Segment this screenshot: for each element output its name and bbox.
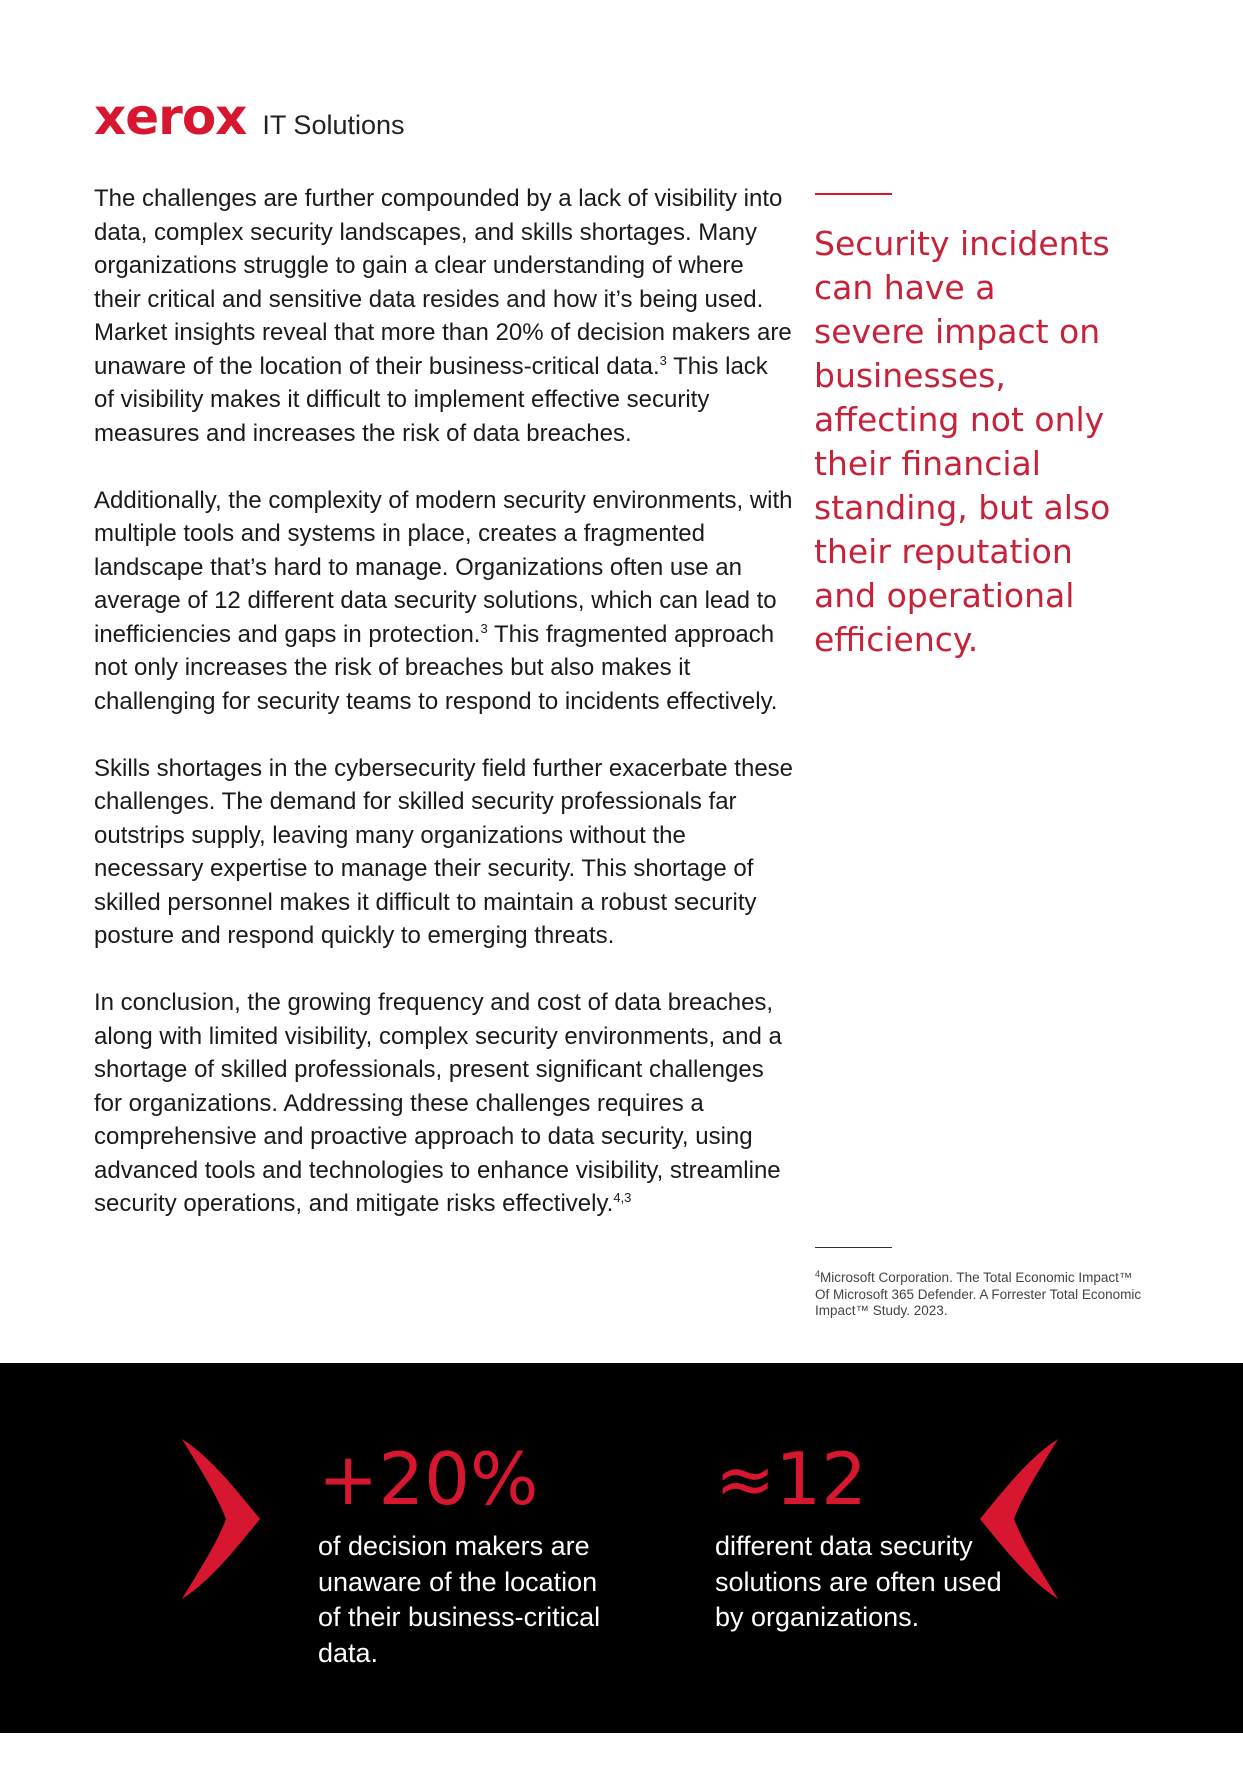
paragraph-complexity: Additionally, the complexity of modern security environments, with multiple tools and systems in place, creates a fragmented landscape that’s hard to manage. Organizations often use an average of 12 different data security solutions, which can lead to inefficiencies and gaps in protection.$^3$ This fragmented approach not only increases the risk of breaches but also makes it challenging for security teams to respond to incidents effectively. xyxy=(94,486,793,715)
stat-description: of decision makers are unaware of the location of their business-critical data. xyxy=(318,1531,601,1668)
pull-quote: Security incidents can have a severe impact on businesses, affecting not only their financial standing, but also their reputation and operational efficiency. xyxy=(814,224,1111,659)
footnote: $^4$Microsoft Corporation. The Total Economic Impact™ Of Microsoft 365 Defender. A Forrester Total Economic Impact™ Study. 2023. xyxy=(815,1269,1142,1318)
stat-decision-makers xyxy=(318,1437,618,1671)
pullquote-rule xyxy=(815,193,892,195)
footnote-rule xyxy=(815,1247,892,1248)
paragraph-skills: Skills shortages in the cybersecurity field further exacerbate these challenges. The demand for skilled security professionals far outstrips supply, leaving many organizations without the necessary expertise to manage their security. This shortage of skilled personnel makes it difficult to maintain a robust security posture and respond quickly to emerging threats. xyxy=(94,754,794,949)
citation-marker: 3 xyxy=(659,352,667,368)
stats-band xyxy=(0,1363,1243,1733)
citation-marker: 3 xyxy=(480,620,488,636)
stat-security-solutions xyxy=(715,1437,1015,1636)
page-header xyxy=(94,88,405,146)
xerox-logo: xerox xyxy=(94,88,247,146)
footnote-marker: 4 xyxy=(815,1269,821,1279)
chevron-right-icon xyxy=(182,1439,262,1599)
chevron-left-icon xyxy=(978,1439,1058,1599)
body-column xyxy=(94,182,794,1254)
stat-description: different data security solutions are often used by organizations. xyxy=(715,1531,1002,1632)
citation-marker: 4,3 xyxy=(613,1190,632,1205)
logo-subtitle: IT Solutions xyxy=(262,110,405,140)
stat-value: ≈12 xyxy=(715,1437,867,1521)
stat-value: +20% xyxy=(318,1437,539,1521)
paragraph-conclusion: In conclusion, the growing frequency and cost of data breaches, along with limited visibility, complex security environments, and a shortage of skilled professionals, present significant challenges for organizations. Addressing these challenges requires a comprehensive and proactive approach to data security, using advanced tools and technologies to enhance visibility, streamline security operations, and mitigate risks effectively.$^{4,3}$ xyxy=(94,989,782,1217)
paragraph-visibility: The challenges are further compounded by a lack of visibility into data, complex security landscapes, and skills shortages. Many organizations struggle to gain a clear understanding of where their critical and sensitive data resides and how it’s being used. Market insights reveal that more than 20% of decision makers are unaware of the location of their business-critical data.$^3$ This lack of visibility makes it difficult to implement effective security measures and increases the risk of data breaches. xyxy=(94,185,792,447)
